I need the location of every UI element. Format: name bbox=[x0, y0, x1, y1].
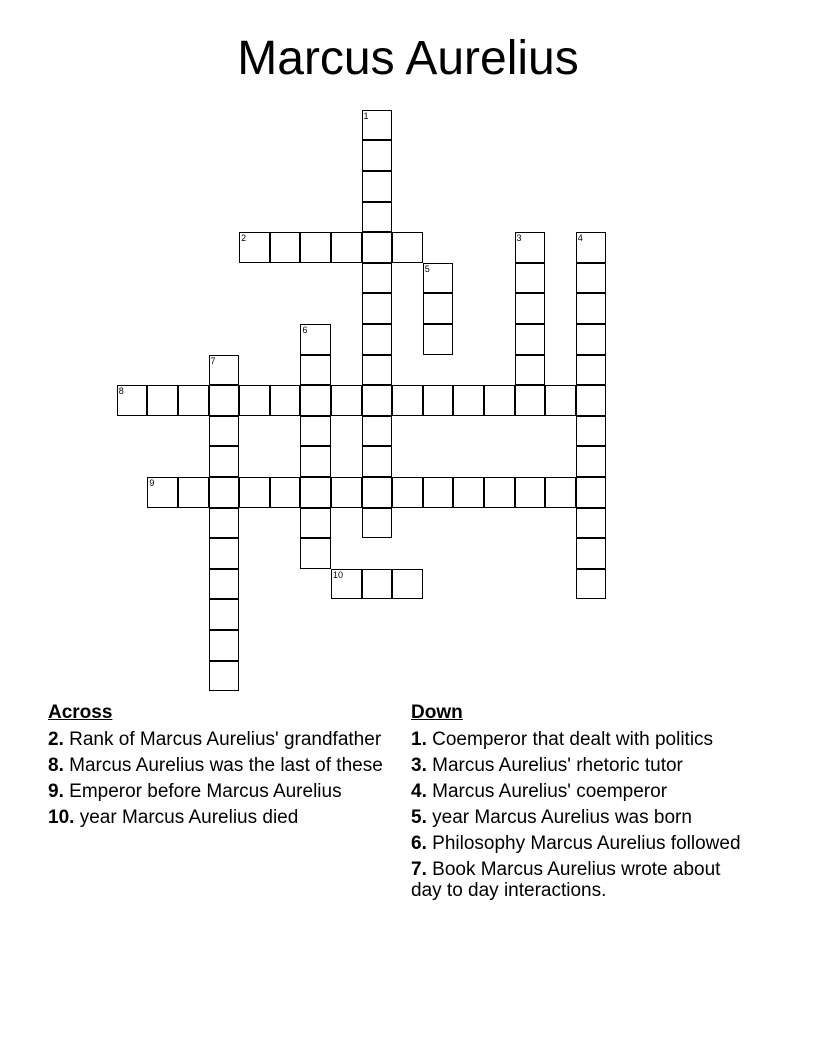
grid-cell[interactable] bbox=[117, 385, 148, 416]
grid-cell[interactable] bbox=[515, 293, 546, 324]
grid-cell[interactable] bbox=[545, 385, 576, 416]
grid-cell[interactable] bbox=[300, 446, 331, 477]
grid-cell[interactable] bbox=[362, 385, 393, 416]
clue-text: Rank of Marcus Aurelius' grandfather bbox=[69, 729, 382, 750]
grid-cell[interactable] bbox=[515, 477, 546, 508]
clue-number: 10 bbox=[48, 807, 70, 828]
clue-period: . bbox=[421, 755, 427, 776]
grid-cell[interactable] bbox=[300, 232, 331, 263]
cell-number: 8 bbox=[118, 386, 124, 397]
clue-number: 5 bbox=[411, 807, 422, 828]
grid-cell[interactable] bbox=[362, 140, 393, 171]
grid-cell[interactable] bbox=[423, 293, 454, 324]
cell-number: 4 bbox=[577, 233, 583, 244]
cell-number: 2 bbox=[241, 233, 247, 244]
clue-across-2 bbox=[48, 729, 388, 750]
clue-number: 6 bbox=[411, 833, 422, 854]
clue-text: Coemperor that dealt with politics bbox=[432, 729, 714, 750]
grid-cell[interactable] bbox=[576, 232, 607, 263]
grid-cell[interactable] bbox=[300, 538, 331, 569]
clue-down-1 bbox=[411, 729, 756, 750]
clue-number: 9 bbox=[48, 781, 59, 802]
grid-cell[interactable] bbox=[392, 385, 423, 416]
grid-cell[interactable] bbox=[300, 477, 331, 508]
grid-cell[interactable] bbox=[392, 477, 423, 508]
grid-cell[interactable] bbox=[576, 569, 607, 600]
clue-text: Emperor before Marcus Aurelius bbox=[69, 781, 342, 802]
grid-cell[interactable] bbox=[300, 508, 331, 539]
grid-cell[interactable] bbox=[576, 324, 607, 355]
grid-cell[interactable] bbox=[300, 355, 331, 386]
clue-period: . bbox=[58, 729, 64, 750]
grid-cell[interactable] bbox=[515, 263, 546, 294]
clue-across-8 bbox=[48, 755, 388, 776]
grid-cell[interactable] bbox=[209, 630, 240, 661]
grid-cell[interactable] bbox=[545, 477, 576, 508]
clue-period: . bbox=[58, 755, 64, 776]
cell-number: 10 bbox=[332, 569, 343, 580]
grid-cell[interactable] bbox=[515, 232, 546, 263]
clue-down-7 bbox=[411, 859, 756, 901]
grid-cell[interactable] bbox=[147, 385, 178, 416]
grid-cell[interactable] bbox=[484, 477, 515, 508]
grid-cell[interactable] bbox=[209, 661, 240, 692]
clue-number: 7 bbox=[411, 859, 422, 880]
grid-cell[interactable] bbox=[331, 477, 362, 508]
grid-cell[interactable] bbox=[209, 385, 240, 416]
grid-cell[interactable] bbox=[423, 385, 454, 416]
grid-cell[interactable] bbox=[362, 171, 393, 202]
grid-cell[interactable] bbox=[331, 385, 362, 416]
grid-cell[interactable] bbox=[423, 324, 454, 355]
grid-cell[interactable] bbox=[209, 569, 240, 600]
grid-cell[interactable] bbox=[362, 324, 393, 355]
down-clues bbox=[411, 702, 756, 906]
clue-down-4 bbox=[411, 781, 756, 802]
grid-cell[interactable] bbox=[453, 477, 484, 508]
clue-text: year Marcus Aurelius was born bbox=[432, 807, 692, 828]
grid-cell[interactable] bbox=[392, 569, 423, 600]
grid-cell[interactable] bbox=[453, 385, 484, 416]
grid-cell[interactable] bbox=[576, 385, 607, 416]
clue-period: . bbox=[421, 859, 427, 880]
grid-cell[interactable] bbox=[300, 385, 331, 416]
grid-cell[interactable] bbox=[331, 569, 362, 600]
clue-period: . bbox=[69, 807, 75, 828]
grid-cell[interactable] bbox=[362, 232, 393, 263]
clue-number: 3 bbox=[411, 755, 422, 776]
grid-cell[interactable] bbox=[362, 416, 393, 447]
clue-down-3 bbox=[411, 755, 756, 776]
grid-cell[interactable] bbox=[576, 293, 607, 324]
across-clues bbox=[48, 702, 388, 833]
page-title: Marcus Aurelius bbox=[237, 32, 579, 85]
grid-cell[interactable] bbox=[576, 416, 607, 447]
clue-text: Marcus Aurelius was the last of these bbox=[69, 755, 383, 776]
grid-cell[interactable] bbox=[423, 477, 454, 508]
clue-period: . bbox=[421, 833, 427, 854]
cell-number: 9 bbox=[149, 477, 155, 488]
clue-number: 1 bbox=[411, 729, 422, 750]
cell-number: 7 bbox=[210, 355, 216, 366]
grid-cell[interactable] bbox=[270, 477, 301, 508]
grid-cell[interactable] bbox=[209, 477, 240, 508]
grid-cell[interactable] bbox=[362, 569, 393, 600]
grid-cell[interactable] bbox=[423, 263, 454, 294]
grid-cell[interactable] bbox=[362, 110, 393, 141]
grid-cell[interactable] bbox=[362, 293, 393, 324]
grid-cell[interactable] bbox=[362, 355, 393, 386]
grid-cell[interactable] bbox=[515, 385, 546, 416]
clue-down-6 bbox=[411, 833, 756, 854]
grid-cell[interactable] bbox=[576, 263, 607, 294]
grid-cell[interactable] bbox=[331, 232, 362, 263]
down-heading: Down bbox=[411, 702, 463, 723]
grid-cell[interactable] bbox=[362, 446, 393, 477]
grid-cell[interactable] bbox=[209, 599, 240, 630]
grid-cell[interactable] bbox=[300, 416, 331, 447]
grid-cell[interactable] bbox=[362, 263, 393, 294]
clue-text: Philosophy Marcus Aurelius followed bbox=[432, 833, 741, 854]
clue-across-9 bbox=[48, 781, 388, 802]
cell-number: 6 bbox=[302, 324, 308, 335]
cell-number: 1 bbox=[363, 110, 369, 121]
clue-period: . bbox=[421, 729, 427, 750]
grid-cell[interactable] bbox=[362, 202, 393, 233]
grid-cell[interactable] bbox=[147, 477, 178, 508]
grid-cell[interactable] bbox=[515, 324, 546, 355]
clue-down-5 bbox=[411, 807, 756, 828]
grid-cell[interactable] bbox=[239, 385, 270, 416]
clue-number: 4 bbox=[411, 781, 422, 802]
grid-cell[interactable] bbox=[576, 446, 607, 477]
grid-cell[interactable] bbox=[178, 477, 209, 508]
grid-cell[interactable] bbox=[178, 385, 209, 416]
clue-period: . bbox=[421, 781, 427, 802]
clue-period: . bbox=[58, 781, 64, 802]
grid-cell[interactable] bbox=[300, 324, 331, 355]
grid-cell[interactable] bbox=[362, 477, 393, 508]
cell-number: 3 bbox=[516, 233, 522, 244]
grid-cell[interactable] bbox=[515, 355, 546, 386]
grid-cell[interactable] bbox=[270, 232, 301, 263]
cell-number: 5 bbox=[424, 263, 430, 274]
across-heading: Across bbox=[48, 702, 113, 723]
grid-cell[interactable] bbox=[576, 477, 607, 508]
clue-text: Book Marcus Aurelius wrote about day to day interactions. bbox=[411, 859, 721, 901]
grid-cell[interactable] bbox=[209, 538, 240, 569]
grid-cell[interactable] bbox=[209, 416, 240, 447]
grid-cell[interactable] bbox=[209, 355, 240, 386]
grid-cell[interactable] bbox=[362, 508, 393, 539]
grid-cell[interactable] bbox=[209, 508, 240, 539]
grid-cell[interactable] bbox=[239, 232, 270, 263]
grid-cell[interactable] bbox=[576, 355, 607, 386]
grid-cell[interactable] bbox=[392, 232, 423, 263]
grid-cell[interactable] bbox=[209, 446, 240, 477]
clue-number: 8 bbox=[48, 755, 59, 776]
clue-across-10 bbox=[48, 807, 388, 828]
grid-cell[interactable] bbox=[576, 538, 607, 569]
clue-text: Marcus Aurelius' rhetoric tutor bbox=[432, 755, 683, 776]
grid-cell[interactable] bbox=[270, 385, 301, 416]
grid-cell[interactable] bbox=[484, 385, 515, 416]
clue-text: Marcus Aurelius' coemperor bbox=[432, 781, 668, 802]
grid-cell[interactable] bbox=[576, 508, 607, 539]
grid-cell[interactable] bbox=[239, 477, 270, 508]
clue-text: year Marcus Aurelius died bbox=[79, 807, 299, 828]
clue-period: . bbox=[421, 807, 427, 828]
clue-number: 2 bbox=[48, 729, 59, 750]
